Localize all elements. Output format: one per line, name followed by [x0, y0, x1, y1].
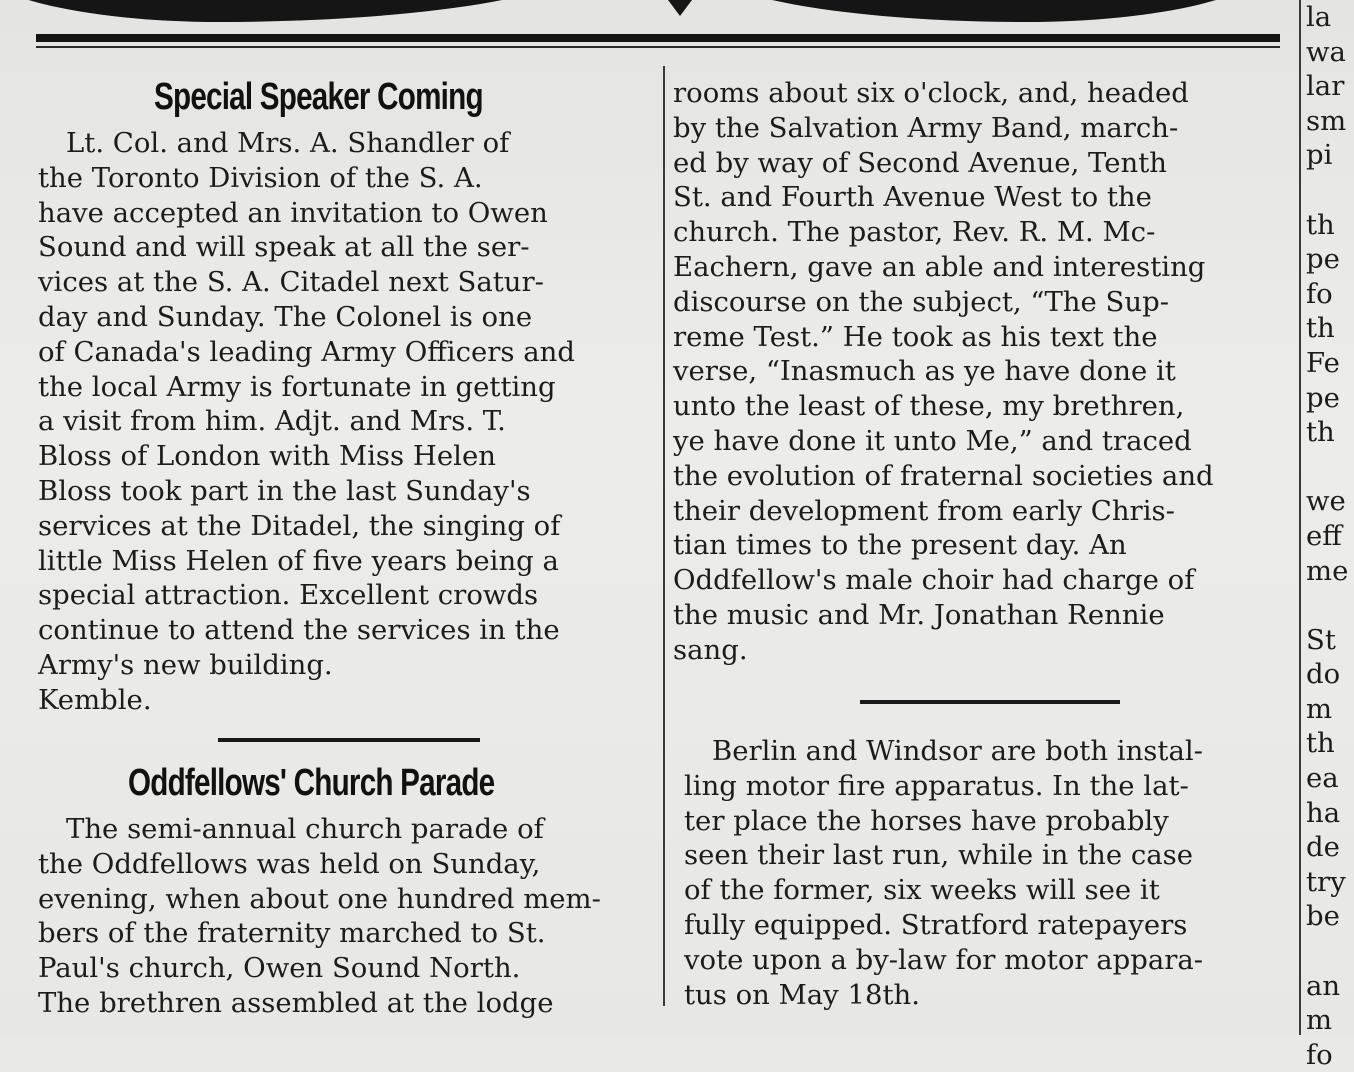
article-line: services at the Ditadel, the singing of — [38, 509, 561, 542]
article-line: Bloss of London with Miss Helen — [38, 440, 496, 473]
article-line: Oddfellow's male choir had charge of — [673, 564, 1195, 597]
article-line: Berlin and Windsor are both instal- — [712, 735, 1203, 767]
edge-fragment: m — [1306, 1004, 1333, 1037]
top-ornament-graphic — [0, 0, 1300, 32]
headline-oddfellows-parade: Oddfellows' Church Parade — [128, 762, 495, 804]
header-rule-thin — [36, 46, 1280, 48]
edge-fragment: th — [1306, 727, 1335, 760]
article-line: The brethren assembled at the lodge — [38, 986, 554, 1019]
column-divider — [663, 66, 665, 1006]
article-line: Army's new building. — [38, 648, 333, 681]
article-special-speaker-body — [38, 126, 656, 718]
edge-fragment: th — [1306, 312, 1335, 345]
edge-fragment: St — [1306, 623, 1336, 656]
header-rule-thick — [36, 34, 1280, 42]
ornament-left — [0, 0, 590, 22]
edge-fragment: de — [1306, 831, 1340, 864]
article-line: rooms about six o'clock, and, headed — [673, 77, 1189, 109]
article-line: the evolution of fraternal societies and — [673, 459, 1214, 492]
article-line: discourse on the subject, “The Sup- — [673, 285, 1169, 318]
edge-fragment: an — [1306, 969, 1341, 1002]
right-column-fragments — [1306, 0, 1354, 1071]
edge-fragment — [1306, 450, 1354, 485]
article-separator — [218, 738, 480, 742]
edge-fragment: me — [1306, 554, 1349, 587]
article-oddfellows-continuation — [673, 76, 1288, 668]
article-line: verse, “Inasmuch as ye have done it — [673, 355, 1176, 388]
article-line: fully equipped. Stratford ratepayers — [684, 908, 1188, 941]
edge-fragment: Fe — [1306, 346, 1340, 379]
edge-fragment: th — [1306, 208, 1335, 241]
article-line: Lt. Col. and Mrs. A. Shandler of — [66, 127, 510, 159]
article-line: seen their last run, while in the case — [684, 839, 1194, 872]
article-line: St. and Fourth Avenue West to the — [673, 181, 1152, 214]
article-line: evening, when about one hundred mem- — [38, 882, 601, 915]
article-line: the Oddfellows was held on Sunday, — [38, 847, 541, 880]
headline-special-speaker: Special Speaker Coming — [154, 76, 483, 118]
article-line: the local Army is fortunate in getting — [38, 370, 556, 403]
edge-fragment: fo — [1306, 277, 1333, 310]
edge-fragment: be — [1306, 900, 1340, 933]
article-line: Eachern, gave an able and interesting — [673, 250, 1206, 283]
article-line: vote upon a by-law for motor appara- — [684, 943, 1204, 976]
article-line: special attraction. Excellent crowds — [38, 579, 539, 612]
edge-fragment: try — [1306, 865, 1346, 898]
article-line: ling motor fire apparatus. In the lat- — [684, 769, 1189, 802]
edge-fragment: pi — [1306, 139, 1333, 172]
edge-fragment — [1306, 588, 1354, 623]
article-line: unto the least of these, my brethren, — [673, 390, 1185, 423]
article-line: sang. — [673, 633, 748, 666]
edge-fragment: fo — [1306, 1038, 1333, 1071]
article-line: of the former, six weeks will see it — [684, 874, 1160, 907]
edge-fragment: wa — [1306, 35, 1346, 68]
article-line: of Canada's leading Army Officers and — [38, 335, 575, 368]
article-separator — [860, 700, 1120, 704]
article-line: ter place the horses have probably — [684, 804, 1169, 837]
article-dateline: Kemble. — [38, 683, 152, 716]
edge-fragment — [1306, 173, 1354, 208]
edge-fragment: ea — [1306, 762, 1339, 795]
article-line: continue to attend the services in the — [38, 614, 560, 647]
ornament-right — [700, 0, 1270, 22]
edge-fragment: do — [1306, 658, 1341, 691]
edge-fragment: th — [1306, 416, 1335, 449]
article-line: have accepted an invitation to Owen — [38, 196, 548, 229]
article-line: the Toronto Division of the S. A. — [38, 161, 483, 194]
article-line: little Miss Helen of five years being a — [38, 544, 559, 577]
article-line: reme Test.” He took as his text the — [673, 320, 1158, 353]
edge-fragment: sm — [1306, 104, 1347, 137]
article-line: Sound and will speak at all the ser- — [38, 231, 530, 264]
article-line: a visit from him. Adjt. and Mrs. T. — [38, 405, 506, 438]
edge-fragment: lar — [1306, 70, 1345, 103]
article-line: tian times to the present day. An — [673, 529, 1127, 562]
column-divider-right — [1299, 0, 1301, 1035]
article-line: ed by way of Second Avenue, Tenth — [673, 146, 1168, 179]
edge-fragment — [1306, 934, 1354, 969]
edge-fragment: m — [1306, 692, 1333, 725]
edge-fragment: pe — [1306, 381, 1340, 414]
article-fire-apparatus-body — [684, 734, 1290, 1012]
article-line: vices at the S. A. Citadel next Satur- — [38, 266, 544, 299]
article-line: the music and Mr. Jonathan Rennie — [673, 598, 1165, 631]
article-line: by the Salvation Army Band, march- — [673, 111, 1179, 144]
article-line: bers of the fraternity marched to St. — [38, 917, 546, 950]
article-line: church. The pastor, Rev. R. M. Mc- — [673, 216, 1156, 249]
edge-fragment: ha — [1306, 796, 1341, 829]
ornament-point — [668, 0, 692, 16]
article-line: Bloss took part in the last Sunday's — [38, 474, 531, 507]
article-line: Paul's church, Owen Sound North. — [38, 952, 521, 985]
article-line: The semi-annual church parade of — [66, 813, 544, 845]
article-line: day and Sunday. The Colonel is one — [38, 300, 533, 333]
edge-fragment: pe — [1306, 243, 1340, 276]
edge-fragment: we — [1306, 485, 1346, 518]
article-line: ye have done it unto Me,” and traced — [673, 424, 1192, 457]
edge-fragment: eff — [1306, 519, 1342, 552]
edge-fragment: la — [1306, 1, 1332, 33]
article-line: their development from early Chris- — [673, 494, 1175, 527]
article-line: tus on May 18th. — [684, 978, 920, 1011]
article-oddfellows-body — [38, 812, 656, 1021]
